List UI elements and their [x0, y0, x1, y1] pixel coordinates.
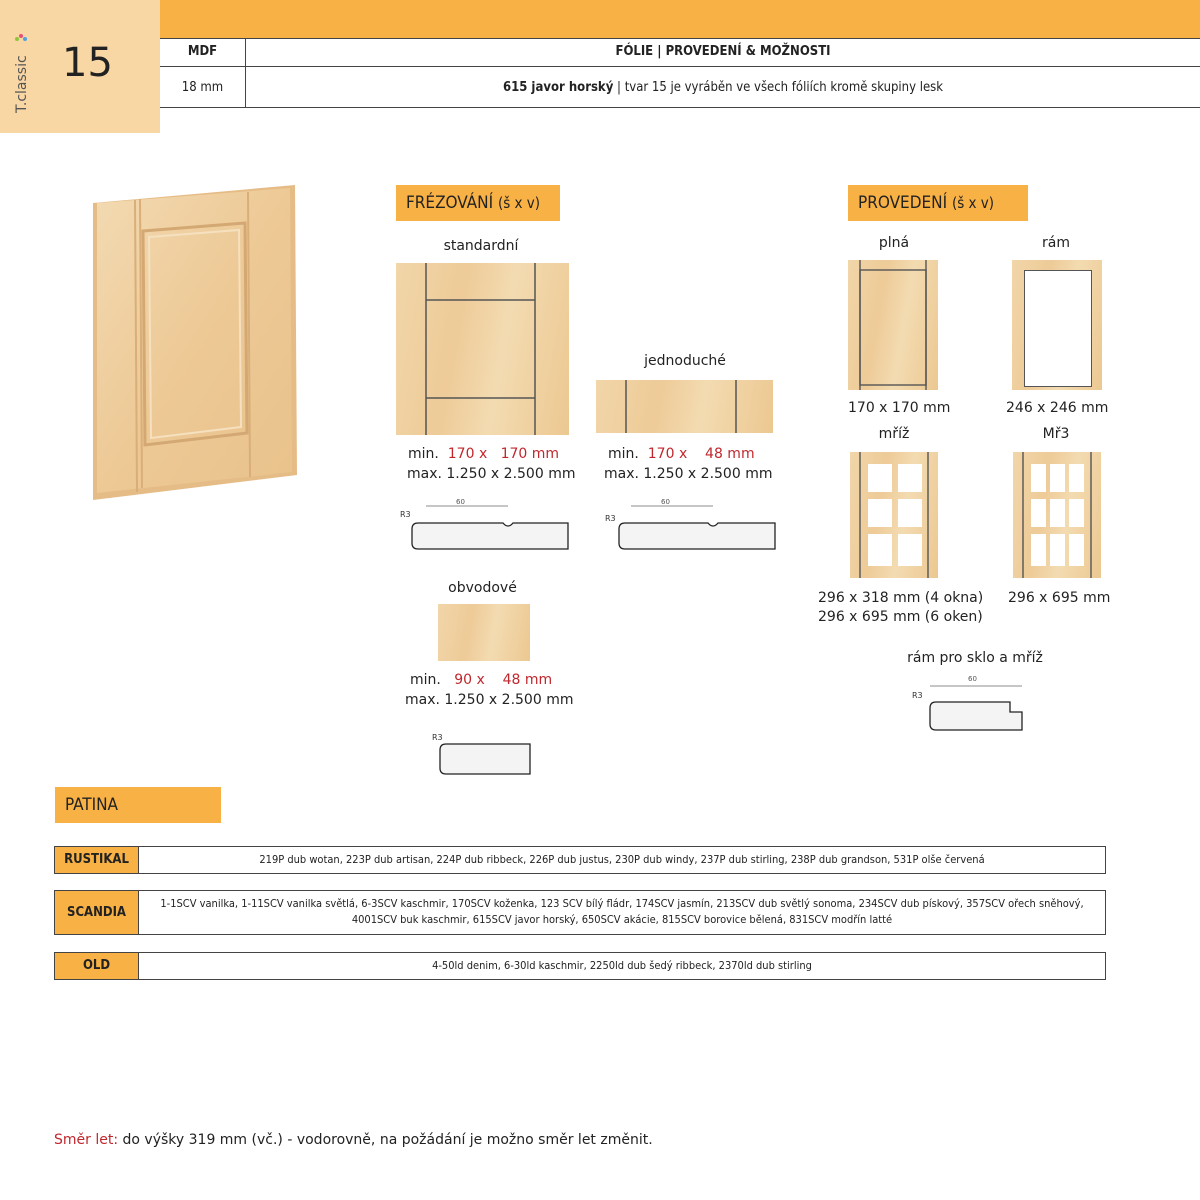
- mr3-dim: 296 x 695 mm: [1008, 590, 1111, 606]
- patina-row-old: [54, 952, 1106, 980]
- ram-sklo-label: rám pro sklo a mříž: [907, 650, 1043, 666]
- patina-value: 219P dub wotan, 223P dub artisan, 224P dub ribbeck, 226P dub justus, 230P dub windy, 237P dub stirling, 238P dub grandson, 531P olše červená: [259, 853, 985, 866]
- svg-text:R3: R3: [432, 733, 443, 742]
- patina-key: RUSTIKAL: [55, 847, 139, 873]
- door-photo: [85, 185, 305, 505]
- patina-value: 1-1SCV vanilka, 1-11SCV vanilka světlá, 6-3SCV kaschmir, 170SCV koženka, 123 SCV bílý fládr, 174SCV jasmín, 213SCV dub světlý sonoma, 234SCV dub pískový, 357SCV ořech sněhový,: [160, 897, 1084, 910]
- header-accent-bar: [160, 0, 1200, 38]
- brand-text: T.classic: [14, 55, 30, 113]
- patina-heading: PATINA: [55, 787, 221, 823]
- jednoduche-sample: [596, 380, 773, 433]
- mr3-label: Mř3: [1042, 426, 1070, 442]
- svg-text:60: 60: [661, 498, 670, 506]
- svg-text:R3: R3: [912, 691, 923, 700]
- brand-logo: [6, 28, 36, 118]
- ram-sample: [1012, 260, 1102, 390]
- patina-row-rustikal: [54, 846, 1106, 874]
- plna-sample: [848, 260, 938, 390]
- mr3-sample: [1013, 452, 1101, 578]
- header-rule: [160, 107, 1200, 108]
- obvodove-min: min. 90 x 48 mm: [410, 672, 553, 688]
- plna-label: plná: [878, 235, 910, 251]
- header-folie-value: 615 javor horský | tvar 15 je vyráběn ve všech fóliích kromě skupiny lesk: [502, 80, 944, 95]
- mriz-dim-2: 296 x 695 mm (6 oken): [818, 609, 983, 625]
- mriz-sample: [850, 452, 938, 578]
- svg-text:60: 60: [456, 498, 465, 506]
- patina-value: 4-50ld denim, 6-30ld kaschmir, 2250ld dub šedý ribbeck, 2370ld dub stirling: [432, 959, 812, 972]
- header-rule: [160, 38, 1200, 39]
- plna-dim: 170 x 170 mm: [848, 400, 951, 416]
- svg-text:R3: R3: [605, 514, 616, 523]
- obvodove-profile: [430, 730, 535, 778]
- jednoduche-profile: [603, 497, 778, 552]
- header-mdf-value: 18 mm: [181, 80, 224, 95]
- obvodove-label: obvodové: [448, 580, 517, 596]
- obvodove-max: max. 1.250 x 2.500 mm: [405, 692, 574, 708]
- mriz-dim-1: 296 x 318 mm (4 okna): [818, 590, 984, 606]
- jednoduche-label: jednoduché: [644, 353, 726, 369]
- svg-text:60: 60: [968, 675, 977, 683]
- header-mdf-title: MDF: [187, 44, 218, 59]
- standardni-min: min. 170 x 170 mm: [408, 446, 560, 462]
- standardni-label: standardní: [443, 238, 519, 254]
- frezovani-heading: FRÉZOVÁNÍ (š x v): [396, 185, 560, 221]
- standardni-profile: [398, 497, 570, 552]
- ram-dim: 246 x 246 mm: [1006, 400, 1109, 416]
- jednoduche-max: max. 1.250 x 2.500 mm: [604, 466, 773, 482]
- header-folie-title: FÓLIE | PROVEDENÍ & MOŽNOSTI: [615, 44, 831, 59]
- standardni-sample: [396, 263, 569, 435]
- patina-key: OLD: [55, 953, 139, 979]
- standardni-max: max. 1.250 x 2.500 mm: [407, 466, 576, 482]
- patina-row-scandia: [54, 890, 1106, 935]
- mriz-label: mříž: [878, 426, 910, 442]
- obvodove-sample: [438, 604, 530, 661]
- ram-sklo-profile: [910, 672, 1030, 734]
- header-rule: [160, 66, 1200, 67]
- provedeni-heading: PROVEDENÍ (š x v): [848, 185, 1028, 221]
- svg-text:R3: R3: [400, 510, 411, 519]
- patina-key: SCANDIA: [55, 891, 139, 934]
- patina-value: 4001SCV buk kaschmir, 615SCV javor horský, 650SCV akácie, 815SCV borovice bělená, 831SCV modřín latté: [351, 913, 893, 926]
- page-number: 15: [62, 40, 113, 86]
- jednoduche-min: min. 170 x 48 mm: [608, 446, 755, 462]
- footer-note: Směr let: do výšky 319 mm (vč.) - vodorovně, na požádání je možno směr let změnit.: [54, 1132, 653, 1148]
- ram-label: rám: [1042, 235, 1070, 251]
